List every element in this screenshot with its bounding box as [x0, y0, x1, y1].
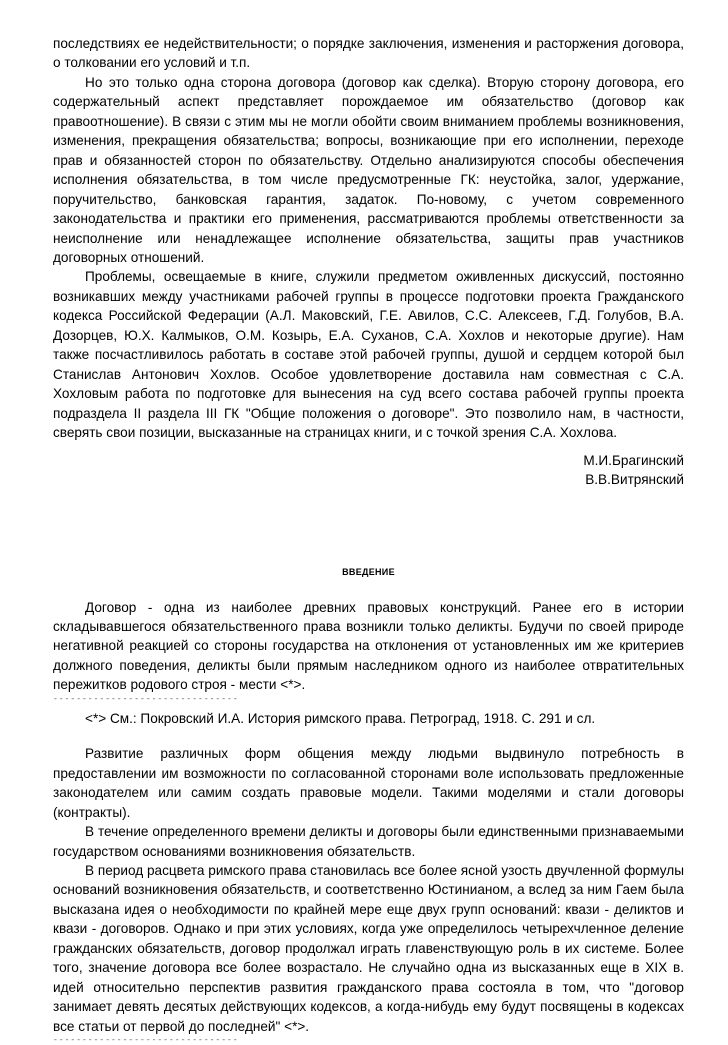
preface-paragraph: Проблемы, освещаемые в книге, служили предметом оживленных дискуссий, постоянно возникавших между участниками рабочей группы в процессе подготовки проекта Гражданского кодекса Российской Федерации (А.Л. Маковский, Г.Е. Авилов, С.С. Алексеев, Г.Д. Голубов, В.А. Дозорцев, Ю.Х. Калмыков, О.М. Козырь, Е.А. Суханов, С.А. Хохлов и некоторые другие). Нам также посчастливилось работать в составе этой рабочей группы, душой и сердцем которой был Станислав Антонович Хохлов. Особое удовлетворение доставила нам совместная с С.А. Хохловым работа по подготовке для вынесения на суд всего состава рабочей группы проекта подраздела II раздела III ГК "Общие положения о договоре". Это позволило нам, в частности, сверять свои позиции, высказанные на страницах книги, и с точкой зрения С.А. Хохлова.: [53, 269, 684, 441]
section-heading: ВВЕДЕНИЕ: [342, 566, 395, 577]
preface-paragraph: Но это только одна сторона договора (договор как сделка). Вторую сторону договора, его содержательный аспект представляет порождаемое им обязательство (договор как правоотношение). В связи с этим мы не могли обойти своим вниманием проблемы возникновения, изменения, прекращения обязательства; вопросы, возникающие при его исполнении, переходе прав и обязанностей сторон по обязательству. Отдельно анализируются способы обеспечения исполнения обязательства, в том числе предусмотренные ГК: неустойка, залог, удержание, поручительство, банковская гарантия, задаток. По-новому, с учетом современного законодательства и практики его применения, рассматриваются проблемы ответственности за неисполнение или ненадлежащее исполнение обязательства, защиты прав участников договорных отношений.: [53, 74, 684, 265]
author-signature: В.В.Витрянский: [585, 472, 684, 488]
signature-block: [53, 451, 684, 490]
intro-paragraph: В течение определенного времени деликты и договоры были единственными признаваемыми государством основаниями возникновения обязательств.: [53, 824, 684, 859]
intro-paragraph: Договор - одна из наиболее древних правовых конструкций. Ранее его в истории складывавшегося обязательственного права возникли только деликты. Будучи по своей природе негативной реакцией со стороны государства на отклонения от установленных им же критериев должного поведения, деликты были прямым наследником одного из наиболее отвратительных пережитков родового строя - мести <*>.: [53, 599, 684, 693]
footnote-separator: --------------------------------: [53, 694, 239, 704]
footnote: <*> См.: Покровский И.А. История римского права. Петроград, 1918. С. 291 и сл.: [85, 710, 596, 726]
introduction-section: [53, 567, 684, 1045]
preface-section: [53, 34, 684, 490]
footnote-separator: --------------------------------: [53, 1036, 239, 1045]
preface-paragraph-continued: последствиях ее недействительности; о порядке заключения, изменения и расторжения договора, о толковании его условий и т.п.: [53, 36, 684, 71]
intro-paragraph: В период расцвета римского права становилась все более ясной узость двучленной формулы оснований возникновения обязательств, и соответственно Юстинианом, а вслед за ним Гаем была высказана идея о необходимости по крайней мере еще двух групп оснований: квази - деликтов и квази - договоров. Однако и при этих условиях, когда уже определилось четырехчленное деление гражданских обязательств, договор продолжал играть главенствующую роль в их системе. Более того, значение договора все более возрастало. Не случайно одна из высказанных еще в XIX в. идей относительно перспектив развития гражданского права состояла в том, что "договор занимает девять десятых действующих кодексов, а когда-нибудь ему будут посвящены в кодексах все статьи от первой до последней" <*>.: [53, 862, 684, 1034]
author-signature: М.И.Брагинский: [583, 452, 684, 468]
intro-paragraph: Развитие различных форм общения между людьми выдвинуло потребность в предоставлении им возможности по согласованной сторонами воле использовать предложенные законодателем или самим создать правовые модели. Такими моделями и стали договоры (контракты).: [53, 746, 684, 820]
